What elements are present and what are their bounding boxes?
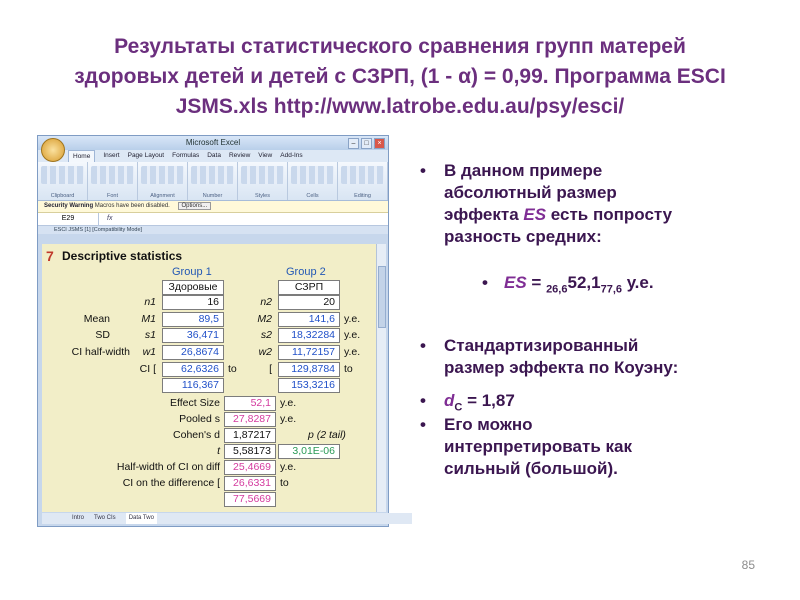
label-w2: w2 (258, 346, 272, 358)
cell-t[interactable]: 5,58173 (224, 444, 276, 459)
tab-home[interactable]: Home (68, 150, 95, 162)
title-line-2: здоровых детей и детей с СЗРП, (1 - α) = 0,99. Программа ESCI (74, 65, 726, 88)
cell-mean1[interactable]: 89,5 (162, 312, 224, 327)
label-pooled-s: Pooled s (179, 413, 220, 425)
bullet-5-line-1: Его можно (444, 415, 533, 434)
bullet-3 (420, 335, 678, 379)
title-line-1: Результаты статистического сравнения групп матерей (114, 35, 686, 58)
bullet-2-ci-low: 26,6 (546, 283, 568, 296)
ribbon-group-cells[interactable]: Cells (288, 162, 338, 200)
group2-label: Group 2 (286, 266, 326, 278)
label-cohens-d: Cohen's d (173, 429, 220, 441)
ribbon-group-alignment[interactable]: Alignment (138, 162, 188, 200)
bullet-3-line-1: Стандартизированный (444, 336, 639, 355)
minimize-icon[interactable]: – (348, 138, 359, 149)
unit-ye-sd2: y.e. (344, 329, 361, 341)
cell-ci-low1[interactable]: 62,6326 (162, 362, 224, 377)
slide-title (30, 32, 770, 122)
scrollbar-thumb[interactable] (378, 266, 386, 328)
group1-label: Group 1 (172, 266, 212, 278)
tab-page-layout[interactable]: Page Layout (127, 152, 165, 159)
ribbon-tabs (38, 150, 388, 162)
label-n2: n2 (260, 296, 272, 308)
bullet-5 (420, 414, 632, 480)
bullet-2-ci-high: 77,6 (600, 283, 622, 296)
cell-ci-high2[interactable]: 153,3216 (278, 378, 340, 393)
label-w1: w1 (142, 346, 156, 358)
cell-p-value[interactable]: 3,01E-06 (278, 444, 340, 459)
excel-window-title: Microsoft Excel (185, 138, 241, 147)
bullet-1-line-4: разность средних: (444, 227, 602, 246)
ribbon-group-editing[interactable]: Editing (338, 162, 388, 200)
security-warning-text: Macros have been disabled. (94, 203, 170, 209)
tab-add-ins[interactable]: Add-Ins (280, 152, 303, 159)
ribbon-group-clipboard[interactable]: Clipboard (38, 162, 88, 200)
tab-review[interactable]: Review (228, 152, 251, 159)
label-s1: s1 (144, 329, 156, 341)
unit-to-g1: to (228, 363, 237, 375)
formula-bar (38, 213, 388, 226)
label-half-width-diff: Half-width of CI on diff (116, 461, 220, 473)
label-s2: s2 (260, 329, 272, 341)
bullet-4-d: d (444, 391, 455, 410)
bullet-1-line-3: эффекта ES есть попросту (444, 205, 673, 224)
cell-cohens-d[interactable]: 1,87217 (224, 428, 276, 443)
cell-ci-diff-high[interactable]: 77,5669 (224, 492, 276, 507)
window-controls (348, 138, 385, 149)
bullet-1 (420, 160, 672, 248)
bullet-2-es: ES (504, 273, 527, 292)
cell-ci-diff-low[interactable]: 26,6331 (224, 476, 276, 491)
cell-ci-low2[interactable]: 129,8784 (278, 362, 340, 377)
bullet-dot-icon: • (420, 391, 426, 410)
name-box[interactable]: E29 (38, 213, 99, 225)
label-mean: Mean (83, 313, 110, 325)
section-title: Descriptive statistics (62, 249, 183, 263)
sheet-tabs (42, 513, 412, 524)
unit-ye-hw2: y.e. (344, 346, 361, 358)
bullet-dot-icon: • (482, 273, 488, 292)
unit-ye-mean2: y.e. (344, 313, 361, 325)
label-ci2: [ (269, 363, 272, 375)
worksheet[interactable] (42, 244, 376, 512)
cell-sd1[interactable]: 36,471 (162, 328, 224, 343)
security-warning-label: Security Warning (44, 203, 94, 209)
cell-hw-diff[interactable]: 25,4669 (224, 460, 276, 475)
label-sd: SD (95, 329, 110, 341)
bullet-dot-icon: • (420, 336, 426, 355)
ribbon-group-styles[interactable]: Styles (238, 162, 288, 200)
cell-n1[interactable]: 16 (162, 295, 224, 310)
sheet-tab-data-two[interactable]: Data Two (126, 513, 157, 524)
label-ci: CI [ (139, 363, 156, 375)
bullet-5-line-3: сильный (большой). (444, 459, 618, 478)
cell-ci-hw1[interactable]: 26,8674 (162, 345, 224, 360)
cell-mean2[interactable]: 141,6 (278, 312, 340, 327)
ribbon (38, 162, 388, 201)
group1-name-cell[interactable]: Здоровые (162, 280, 224, 295)
bullet-4-sub: C (454, 401, 463, 414)
cell-ci-high1[interactable]: 116,367 (162, 378, 224, 393)
unit-ye-hwdiff: y.e. (280, 461, 297, 473)
title-line-3: JSMS.xls http://www.latrobe.edu.au/psy/esci/ (175, 95, 625, 118)
bullet-2-es-value: 52,1 (567, 273, 601, 292)
sheet-tab-two-cis[interactable]: Two CIs (94, 515, 116, 521)
label-ci-diff: CI on the difference [ (122, 477, 220, 489)
office-button-icon[interactable] (41, 138, 65, 162)
bullet-dot-icon: • (420, 161, 426, 180)
excel-titlebar (38, 136, 388, 150)
excel-window (37, 135, 389, 527)
group2-name-cell[interactable]: СЗРП (278, 280, 340, 295)
vertical-scrollbar[interactable] (376, 244, 386, 512)
options-button[interactable]: Options... (178, 202, 212, 210)
bullet-5-line-2: интерпретировать как (444, 437, 632, 456)
label-t: t (217, 445, 220, 457)
label-ci-half-width: CI half-width (71, 346, 130, 358)
unit-ye-es: y.e. (280, 397, 297, 409)
unit-to-diff: to (280, 477, 289, 489)
bullet-dot-icon: • (420, 415, 426, 434)
section-number: 7 (46, 248, 54, 264)
maximize-icon[interactable]: □ (361, 138, 372, 149)
bullet-1-line-2: абсолютный размер (444, 183, 617, 202)
unit-to-g2: to (344, 363, 353, 375)
bullet-3-line-2: размер эффекта по Коуэну: (444, 358, 679, 377)
ribbon-group-font[interactable]: Font (88, 162, 138, 200)
unit-ye-pooled: y.e. (280, 413, 297, 425)
cell-ci-hw2[interactable]: 11,72157 (278, 345, 340, 360)
close-icon[interactable]: × (374, 138, 385, 149)
label-m1: M1 (141, 313, 156, 325)
cell-sd2[interactable]: 18,32284 (278, 328, 340, 343)
tab-view[interactable]: View (258, 152, 273, 159)
slide-number: 85 (741, 558, 755, 572)
cell-effect-size[interactable]: 52,1 (224, 396, 276, 411)
bullet-2: • ES = $_{26,6}52,1_{77,6}$ у.е. (482, 273, 654, 296)
fx-label[interactable]: fx (107, 215, 113, 222)
tab-formulas[interactable]: Formulas (172, 152, 200, 159)
bullet-1-line-1: В данном примере (444, 161, 603, 180)
cell-n2[interactable]: 20 (278, 295, 340, 310)
tab-data[interactable]: Data (207, 152, 221, 159)
label-effect-size: Effect Size (170, 397, 220, 409)
security-warning-bar (38, 201, 388, 213)
label-n1: n1 (144, 296, 156, 308)
ribbon-group-number[interactable]: Number (188, 162, 238, 200)
tab-insert[interactable]: Insert (103, 152, 120, 159)
sheet-tab-intro[interactable]: Intro (72, 515, 85, 521)
cell-pooled-s[interactable]: 27,8287 (224, 412, 276, 427)
workbook-title: ESCI JSMS [1] [Compatibility Mode] (38, 226, 388, 234)
label-m2: M2 (257, 313, 272, 325)
label-p-two-tail: p (2 tail) (308, 429, 346, 441)
bullet-4-value: = 1,87 (462, 391, 515, 410)
